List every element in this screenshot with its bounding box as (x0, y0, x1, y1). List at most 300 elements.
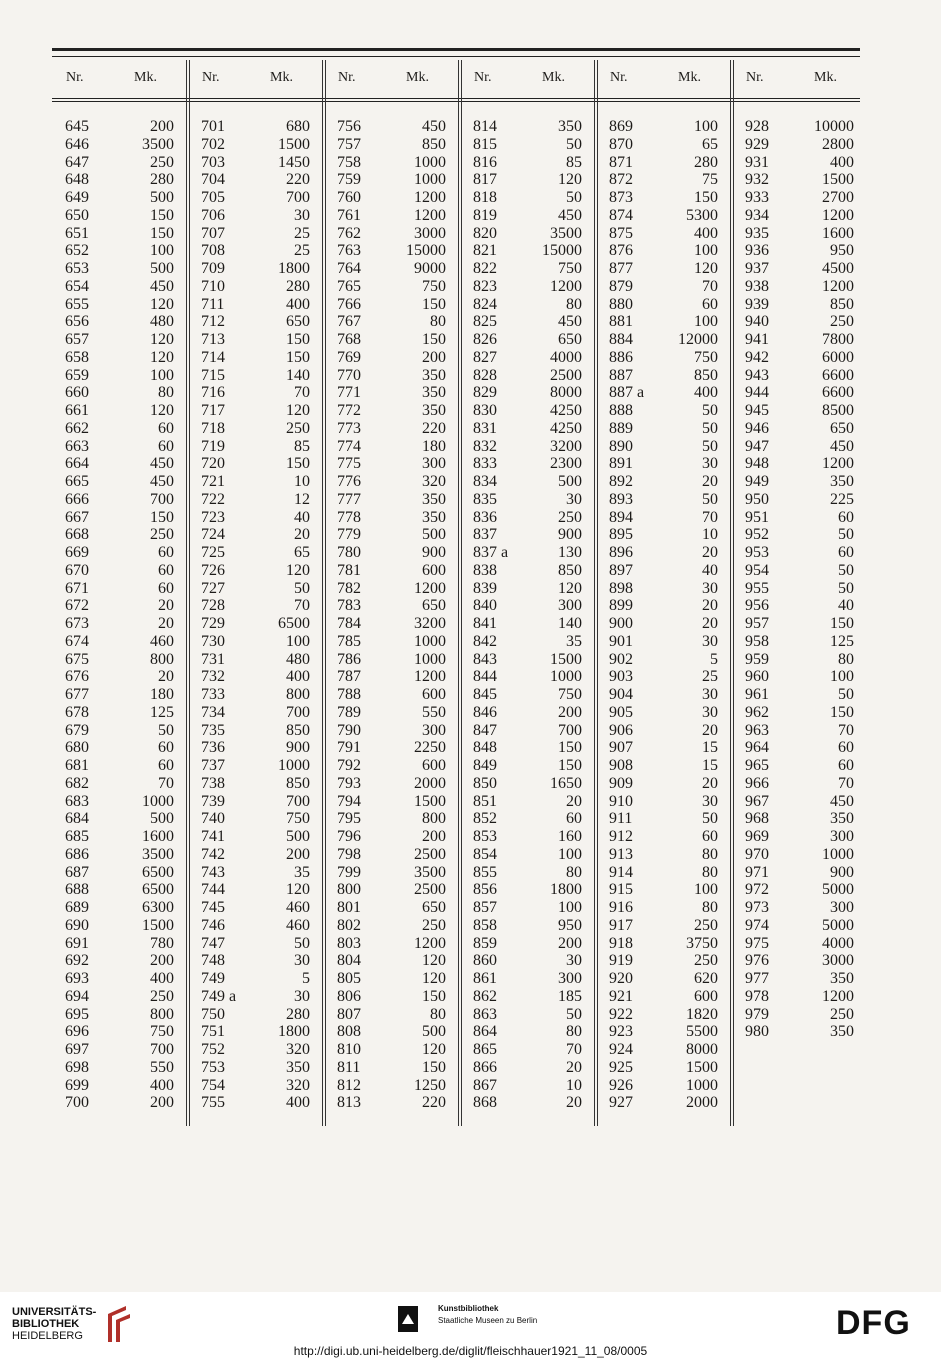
entry-number: 656 (65, 313, 89, 331)
entry-price: 120 (150, 295, 174, 313)
entry-price: 20 (566, 1058, 582, 1076)
entry-number: 944 (745, 384, 769, 402)
entry-number: 695 (65, 1005, 89, 1023)
entry-number: 764 (337, 260, 361, 277)
entry-price: 150 (150, 224, 174, 242)
entry-number: 856 (473, 881, 497, 899)
entry-number: 675 (65, 650, 89, 668)
entry-price: 120 (150, 331, 174, 348)
heidelberg-emblem-icon (104, 1304, 134, 1344)
entry-price: 650 (830, 419, 854, 437)
entry-price: 12 (294, 490, 310, 508)
entry-number: 703 (201, 153, 225, 171)
entry-price: 70 (158, 774, 174, 792)
entry-number: 857 (473, 899, 497, 916)
entry-number: 899 (609, 597, 633, 615)
entry-price: 70 (566, 1041, 582, 1058)
entry-price: 1500 (686, 1058, 718, 1076)
entry-price: 125 (150, 703, 174, 721)
entry-price: 1200 (822, 206, 854, 224)
entry-number: 651 (65, 224, 89, 242)
entry-number: 744 (201, 881, 225, 899)
entry-number: 777 (337, 490, 361, 508)
entry-number: 839 (473, 579, 497, 597)
entry-number: 718 (201, 419, 225, 437)
entry-price: 150 (422, 331, 446, 348)
entry-number: 801 (337, 899, 361, 916)
entry-number: 972 (745, 881, 769, 899)
entry-number: 772 (337, 402, 361, 419)
entry-price: 150 (286, 455, 310, 473)
entry-number: 787 (337, 668, 361, 686)
entry-price: 50 (566, 135, 582, 153)
entry-price: 3000 (822, 952, 854, 970)
entry-number: 925 (609, 1058, 633, 1076)
entry-price: 6500 (142, 863, 174, 881)
entry-price: 2000 (686, 1094, 718, 1112)
entry-number: 681 (65, 757, 89, 774)
entry-number: 715 (201, 366, 225, 384)
entry-number: 817 (473, 171, 497, 189)
entry-number: 741 (201, 828, 225, 845)
entry-price: 1200 (822, 277, 854, 295)
entry-number: 720 (201, 455, 225, 473)
entry-price: 350 (558, 118, 582, 135)
header-nr: Nr. (474, 70, 492, 85)
entry-number: 713 (201, 331, 225, 348)
entry-price: 600 (422, 757, 446, 774)
entry-price: 120 (422, 952, 446, 970)
entry-price: 35 (294, 863, 310, 881)
entry-number: 791 (337, 739, 361, 757)
entry-price: 1000 (414, 632, 446, 650)
entry-price: 400 (286, 1094, 310, 1112)
entry-number: 919 (609, 952, 633, 970)
entry-number: 952 (745, 526, 769, 544)
entry-price: 1200 (414, 206, 446, 224)
entry-price: 300 (830, 899, 854, 916)
entry-price: 30 (294, 952, 310, 970)
entry-number: 889 (609, 419, 633, 437)
entry-price: 3500 (414, 863, 446, 881)
entry-number: 897 (609, 561, 633, 579)
entry-price: 120 (422, 1041, 446, 1058)
entry-number: 686 (65, 845, 89, 863)
entry-price: 400 (150, 1076, 174, 1094)
entry-price: 500 (286, 828, 310, 845)
entry-number: 702 (201, 135, 225, 153)
entry-number: 696 (65, 1023, 89, 1041)
entry-price: 30 (702, 632, 718, 650)
entry-price: 500 (150, 189, 174, 206)
entry-price: 300 (558, 970, 582, 987)
entry-number: 946 (745, 419, 769, 437)
entry-number: 766 (337, 295, 361, 313)
entry-price: 50 (702, 419, 718, 437)
column-separator (186, 60, 187, 1126)
entry-number: 667 (65, 508, 89, 526)
entry-price: 3200 (414, 615, 446, 632)
entry-number: 965 (745, 757, 769, 774)
entry-number: 947 (745, 437, 769, 455)
entry-price: 30 (702, 455, 718, 473)
entry-price: 2500 (414, 881, 446, 899)
entry-price: 3000 (414, 224, 446, 242)
entry-price: 80 (566, 1023, 582, 1041)
entry-number: 953 (745, 544, 769, 561)
entry-number: 719 (201, 437, 225, 455)
entry-price: 1800 (278, 1023, 310, 1041)
entry-number: 754 (201, 1076, 225, 1094)
entry-price: 1200 (414, 934, 446, 952)
entry-number: 698 (65, 1058, 89, 1076)
entry-number: 739 (201, 792, 225, 810)
entry-price: 60 (158, 579, 174, 597)
entry-number: 749 (201, 970, 225, 987)
header-mk: Mk. (134, 70, 157, 85)
entry-number: 693 (65, 970, 89, 987)
entry-number: 898 (609, 579, 633, 597)
entry-number: 704 (201, 171, 225, 189)
entry-number: 774 (337, 437, 361, 455)
entry-number: 683 (65, 792, 89, 810)
entry-number: 646 (65, 135, 89, 153)
entry-number: 752 (201, 1041, 225, 1058)
entry-number: 905 (609, 703, 633, 721)
entry-price: 2250 (414, 739, 446, 757)
entry-price: 750 (422, 277, 446, 295)
entry-number: 727 (201, 579, 225, 597)
entry-price: 80 (430, 1005, 446, 1023)
entry-price: 100 (150, 366, 174, 384)
entry-price: 1000 (414, 153, 446, 171)
kunstbibliothek-logo (398, 1304, 578, 1338)
entry-number: 767 (337, 313, 361, 331)
entry-price: 20 (158, 597, 174, 615)
library-name-line3: HEIDELBERG (12, 1330, 83, 1342)
entry-number: 870 (609, 135, 633, 153)
entry-price: 30 (294, 987, 310, 1005)
header-nr: Nr. (338, 70, 356, 85)
entry-price: 1500 (550, 650, 582, 668)
entry-price: 900 (422, 544, 446, 561)
entry-price: 620 (694, 970, 718, 987)
entry-number: 940 (745, 313, 769, 331)
entry-number: 838 (473, 561, 497, 579)
entry-price: 950 (830, 242, 854, 260)
entry-number: 863 (473, 1005, 497, 1023)
entry-price: 460 (150, 632, 174, 650)
entry-price: 450 (558, 206, 582, 224)
entry-price: 6500 (142, 881, 174, 899)
entry-price: 750 (558, 686, 582, 703)
entry-number: 697 (65, 1041, 89, 1058)
entry-number: 977 (745, 970, 769, 987)
entry-number: 795 (337, 810, 361, 828)
entry-price: 120 (150, 348, 174, 366)
entry-number: 935 (745, 224, 769, 242)
entry-price: 30 (702, 792, 718, 810)
entry-number: 957 (745, 615, 769, 632)
entry-number: 775 (337, 455, 361, 473)
entry-price: 50 (838, 579, 854, 597)
column-separator (597, 60, 598, 1126)
entry-price: 460 (286, 899, 310, 916)
entry-price: 80 (702, 845, 718, 863)
entry-number: 913 (609, 845, 633, 863)
entry-number: 680 (65, 739, 89, 757)
entry-price: 1000 (550, 668, 582, 686)
entry-price: 300 (422, 455, 446, 473)
entry-number: 666 (65, 490, 89, 508)
entry-number: 872 (609, 171, 633, 189)
header-mk: Mk. (542, 70, 565, 85)
entry-number: 730 (201, 632, 225, 650)
entry-number: 738 (201, 774, 225, 792)
entry-number: 969 (745, 828, 769, 845)
entry-price: 200 (558, 934, 582, 952)
entry-price: 1600 (822, 224, 854, 242)
entry-price: 750 (286, 810, 310, 828)
entry-price: 680 (286, 118, 310, 135)
entry-number: 928 (745, 118, 769, 135)
entry-price: 200 (150, 118, 174, 135)
entry-price: 50 (702, 437, 718, 455)
entry-price: 60 (566, 810, 582, 828)
entry-number: 891 (609, 455, 633, 473)
entry-price: 150 (558, 757, 582, 774)
entry-price: 20 (702, 774, 718, 792)
dfg-logo: DFG (836, 1304, 911, 1342)
entry-number: 851 (473, 792, 497, 810)
entry-number: 785 (337, 632, 361, 650)
kunstbibliothek-emblem-icon (398, 1306, 418, 1332)
entry-number: 740 (201, 810, 225, 828)
entry-price: 280 (694, 153, 718, 171)
header-nr: Nr. (66, 70, 84, 85)
entry-price: 700 (150, 1041, 174, 1058)
entry-price: 480 (286, 650, 310, 668)
entry-price: 350 (422, 366, 446, 384)
entry-number: 887 (609, 366, 633, 384)
entry-price: 1500 (142, 916, 174, 934)
entry-price: 850 (286, 774, 310, 792)
entry-number: 833 (473, 455, 497, 473)
entry-number: 806 (337, 987, 361, 1005)
entry-number: 896 (609, 544, 633, 561)
entry-price: 400 (830, 153, 854, 171)
header-mk: Mk. (814, 70, 837, 85)
entry-price: 20 (702, 721, 718, 739)
entry-price: 250 (150, 987, 174, 1005)
entry-price: 120 (558, 171, 582, 189)
entry-price: 15000 (542, 242, 582, 260)
entry-price: 6600 (822, 366, 854, 384)
entry-number: 884 (609, 331, 633, 348)
entry-price: 20 (158, 615, 174, 632)
entry-number: 753 (201, 1058, 225, 1076)
permalink-url[interactable]: http://digi.ub.uni-heidelberg.de/diglit/fleischhauer1921_11_08/0005 (293, 1344, 648, 1358)
entry-number: 649 (65, 189, 89, 206)
entry-number: 955 (745, 579, 769, 597)
entry-price: 100 (830, 668, 854, 686)
entry-price: 100 (558, 899, 582, 916)
entry-number: 939 (745, 295, 769, 313)
entry-price: 700 (286, 189, 310, 206)
entry-number: 971 (745, 863, 769, 881)
entry-number: 822 (473, 260, 497, 277)
entry-price: 250 (150, 526, 174, 544)
entry-price: 50 (838, 526, 854, 544)
entry-price: 1200 (822, 987, 854, 1005)
entry-number: 757 (337, 135, 361, 153)
entry-number: 967 (745, 792, 769, 810)
entry-price: 6600 (822, 384, 854, 402)
entry-number: 789 (337, 703, 361, 721)
entry-number: 931 (745, 153, 769, 171)
entry-number: 854 (473, 845, 497, 863)
entry-price: 2000 (414, 774, 446, 792)
entry-number: 970 (745, 845, 769, 863)
entry-number: 756 (337, 118, 361, 135)
entry-number: 954 (745, 561, 769, 579)
entry-price: 100 (694, 881, 718, 899)
entry-price: 12000 (678, 331, 718, 348)
entry-number: 847 (473, 721, 497, 739)
entry-price: 450 (150, 277, 174, 295)
entry-number: 846 (473, 703, 497, 721)
entry-number: 923 (609, 1023, 633, 1041)
entry-number: 810 (337, 1041, 361, 1058)
entry-price: 180 (422, 437, 446, 455)
entry-number: 860 (473, 952, 497, 970)
entry-number: 716 (201, 384, 225, 402)
entry-price: 30 (702, 703, 718, 721)
entry-number: 808 (337, 1023, 361, 1041)
entry-number: 793 (337, 774, 361, 792)
entry-price: 400 (286, 295, 310, 313)
entry-number: 815 (473, 135, 497, 153)
entry-number: 653 (65, 260, 89, 277)
entry-number: 980 (745, 1023, 769, 1041)
entry-number: 964 (745, 739, 769, 757)
column-separator (730, 60, 731, 1126)
entry-number: 963 (745, 721, 769, 739)
entry-number: 968 (745, 810, 769, 828)
entry-price: 8500 (822, 402, 854, 419)
entry-price: 400 (150, 970, 174, 987)
entry-price: 700 (286, 792, 310, 810)
entry-number: 705 (201, 189, 225, 206)
entry-price: 150 (286, 331, 310, 348)
entry-price: 850 (830, 295, 854, 313)
entry-number: 786 (337, 650, 361, 668)
entry-number: 973 (745, 899, 769, 916)
entry-price: 60 (838, 508, 854, 526)
entry-number: 880 (609, 295, 633, 313)
entry-price: 400 (694, 384, 718, 402)
entry-number: 908 (609, 757, 633, 774)
entry-price: 850 (558, 561, 582, 579)
entry-price: 1800 (550, 881, 582, 899)
entry-price: 40 (702, 561, 718, 579)
entry-number: 729 (201, 615, 225, 632)
entry-price: 120 (422, 970, 446, 987)
entry-number: 866 (473, 1058, 497, 1076)
entry-price: 350 (422, 490, 446, 508)
entry-price: 60 (838, 544, 854, 561)
entry-number: 942 (745, 348, 769, 366)
entry-number: 731 (201, 650, 225, 668)
entry-price: 350 (830, 810, 854, 828)
entry-number: 691 (65, 934, 89, 952)
entry-number: 712 (201, 313, 225, 331)
entry-number: 844 (473, 668, 497, 686)
entry-number: 888 (609, 402, 633, 419)
column-separator (189, 60, 190, 1126)
entry-number: 932 (745, 171, 769, 189)
entry-price: 50 (294, 934, 310, 952)
entry-number: 902 (609, 650, 633, 668)
entry-number: 807 (337, 1005, 361, 1023)
entry-price: 50 (702, 490, 718, 508)
entry-price: 2500 (414, 845, 446, 863)
entry-price: 65 (294, 544, 310, 561)
entry-number: 903 (609, 668, 633, 686)
entry-price: 350 (286, 1058, 310, 1076)
entry-number: 874 (609, 206, 633, 224)
entry-number: 804 (337, 952, 361, 970)
entry-number: 684 (65, 810, 89, 828)
entry-price: 150 (150, 508, 174, 526)
entry-price: 80 (702, 863, 718, 881)
entry-number: 819 (473, 206, 497, 224)
entry-price: 650 (286, 313, 310, 331)
entry-number: 782 (337, 579, 361, 597)
entry-number: 916 (609, 899, 633, 916)
entry-number: 676 (65, 668, 89, 686)
entry-price: 850 (694, 366, 718, 384)
entry-price: 60 (838, 739, 854, 757)
entry-price: 125 (830, 632, 854, 650)
entry-number: 743 (201, 863, 225, 881)
entry-number: 723 (201, 508, 225, 526)
entry-price: 250 (830, 1005, 854, 1023)
entry-price: 8000 (686, 1041, 718, 1058)
entry-price: 15 (702, 739, 718, 757)
entry-price: 7800 (822, 331, 854, 348)
entry-price: 250 (558, 508, 582, 526)
entry-price: 400 (286, 668, 310, 686)
entry-number: 805 (337, 970, 361, 987)
entry-price: 15000 (406, 242, 446, 260)
entry-price: 5 (710, 650, 718, 668)
entry-price: 8000 (550, 384, 582, 402)
entry-price: 900 (830, 863, 854, 881)
entry-number: 692 (65, 952, 89, 970)
entry-number: 780 (337, 544, 361, 561)
entry-number: 956 (745, 597, 769, 615)
entry-number: 842 (473, 632, 497, 650)
entry-price: 600 (694, 987, 718, 1005)
entry-number: 836 (473, 508, 497, 526)
column-separator (594, 60, 595, 1126)
entry-price: 750 (694, 348, 718, 366)
entry-price: 100 (150, 242, 174, 260)
entry-number: 890 (609, 437, 633, 455)
entry-price: 850 (422, 135, 446, 153)
entry-number: 876 (609, 242, 633, 260)
